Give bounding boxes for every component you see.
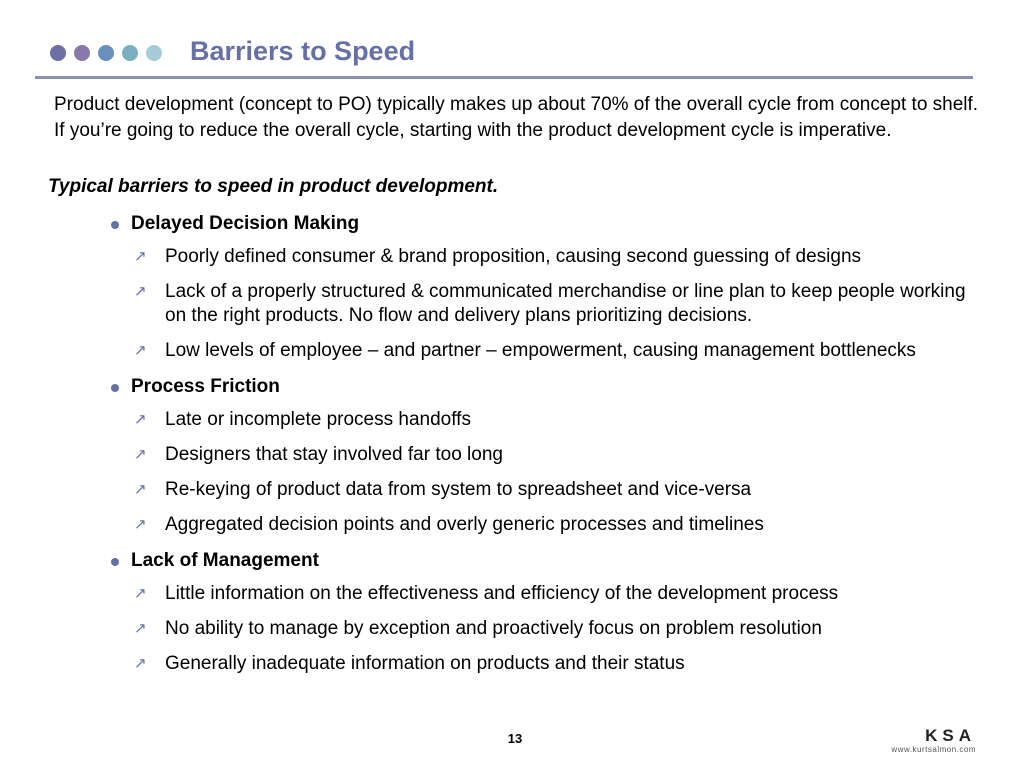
dot-icon xyxy=(146,45,162,61)
list-item xyxy=(0,245,985,269)
list-item-text: Aggregated decision points and overly generic processes and timelines xyxy=(165,514,764,535)
arrow-up-right-icon: ↗ xyxy=(134,248,147,265)
list-item xyxy=(0,617,985,641)
dot-icon xyxy=(50,45,66,61)
dot-icon xyxy=(74,45,90,61)
list-item xyxy=(0,582,985,606)
list-item-text: Designers that stay involved far too long xyxy=(165,444,503,465)
list-item xyxy=(0,443,985,467)
section-lack-of-management xyxy=(0,548,1024,676)
list-item xyxy=(0,408,985,432)
list-item xyxy=(0,652,985,676)
decorative-dots xyxy=(50,45,162,63)
list-item-text: Late or incomplete process handoffs xyxy=(165,409,471,430)
list-item xyxy=(0,478,985,502)
list-item-text: No ability to manage by exception and proactively focus on problem resolution xyxy=(165,618,822,639)
slide-header xyxy=(0,0,1024,80)
dot-bullet-icon xyxy=(111,221,119,229)
dot-bullet-icon xyxy=(111,558,119,566)
list-item-text: Little information on the effectiveness and efficiency of the development process xyxy=(165,583,839,604)
list-item-text: Generally inadequate information on products and their status xyxy=(165,653,685,674)
arrow-up-right-icon: ↗ xyxy=(134,655,147,672)
section-heading-label: Lack of Management xyxy=(131,550,319,571)
list-item-text: Lack of a properly structured & communicated merchandise or line plan to keep people working on the right products. No flow and delivery plans prioritizing decisions. xyxy=(165,281,966,326)
list-item-text: Low levels of employee – and partner – empowerment, causing management bottlenecks xyxy=(165,340,916,361)
section-heading xyxy=(0,211,1024,237)
logo-url: www.kurtsalmon.com xyxy=(891,745,976,754)
list-item xyxy=(0,280,985,328)
arrow-up-right-icon: ↗ xyxy=(134,585,147,602)
company-logo xyxy=(886,727,976,754)
arrow-up-right-icon: ↗ xyxy=(134,446,147,463)
section-heading xyxy=(0,374,1024,400)
arrow-up-right-icon: ↗ xyxy=(134,283,147,300)
list-item xyxy=(0,339,985,363)
arrow-up-right-icon: ↗ xyxy=(134,342,147,359)
slide-title: Barriers to Speed xyxy=(190,36,416,66)
list-item xyxy=(0,513,985,537)
arrow-up-right-icon: ↗ xyxy=(134,481,147,498)
section-heading-label: Delayed Decision Making xyxy=(131,213,360,234)
intro-paragraph: Product development (concept to PO) typically makes up about 70% of the overall cycle from concept to shelf. If you’re going to reduce the overall cycle, starting with the product development cycle is imperative. xyxy=(54,94,979,141)
arrow-up-right-icon: ↗ xyxy=(134,411,147,428)
arrow-up-right-icon: ↗ xyxy=(134,620,147,637)
page-number: 13 xyxy=(507,731,523,746)
dot-icon xyxy=(122,45,138,61)
section-delayed-decision-making xyxy=(0,211,1024,363)
section-heading-label: Process Friction xyxy=(131,376,280,397)
title-divider xyxy=(35,76,973,79)
bullet-content xyxy=(0,211,1024,687)
subheading: Typical barriers to speed in product development. xyxy=(48,176,499,197)
logo-mark: KSA xyxy=(925,726,976,745)
list-item-text: Poorly defined consumer & brand proposition, causing second guessing of designs xyxy=(165,246,862,267)
list-item-text: Re-keying of product data from system to spreadsheet and vice-versa xyxy=(165,479,752,500)
section-process-friction xyxy=(0,374,1024,537)
arrow-up-right-icon: ↗ xyxy=(134,516,147,533)
dot-icon xyxy=(98,45,114,61)
section-heading xyxy=(0,548,1024,574)
dot-bullet-icon xyxy=(111,384,119,392)
